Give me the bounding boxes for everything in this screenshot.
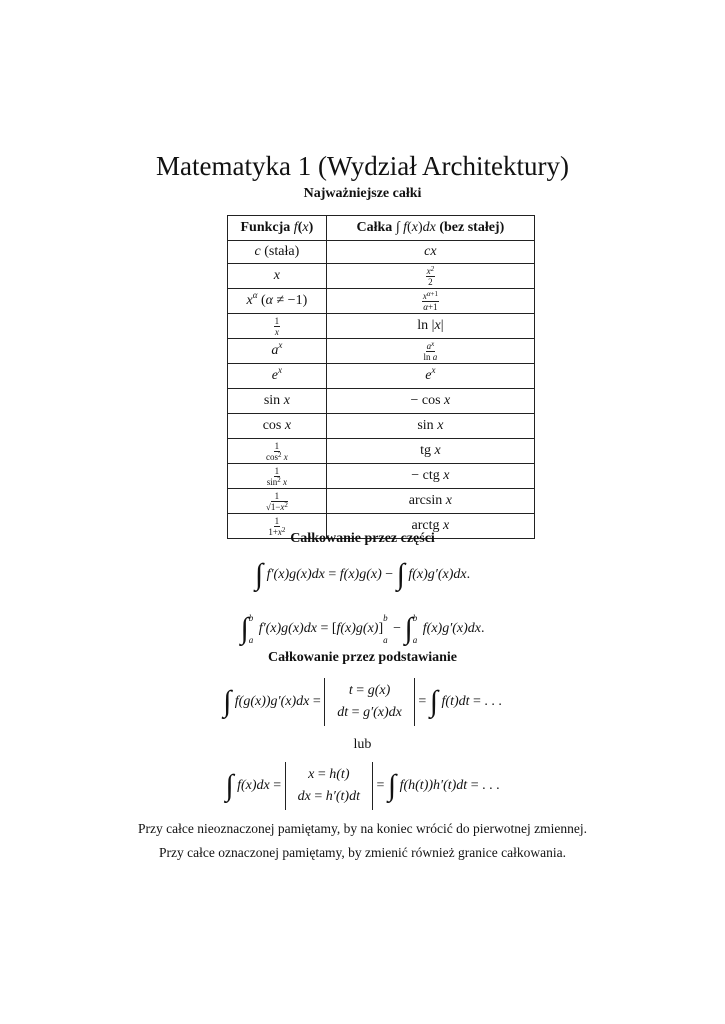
table-row bbox=[228, 289, 535, 314]
cell-integral: $\frac{x^{\alpha+1}}{\alpha+1}$ bbox=[326, 289, 534, 314]
table-row bbox=[228, 339, 535, 364]
header-function: Funkcja f(x) bbox=[228, 216, 327, 241]
cell-func: $\frac{1}{\cos^2 x}$ bbox=[228, 439, 327, 464]
cell-func: x bbox=[228, 264, 327, 289]
table-row bbox=[228, 389, 535, 414]
cell-integral: arctg x bbox=[326, 514, 534, 539]
cell-integral: $\frac{a^x}{\text{ln a}}$ bbox=[326, 339, 534, 364]
cell-integral: sin x bbox=[326, 414, 534, 439]
or-text: lub bbox=[353, 737, 372, 752]
cell-integral: − ctg x bbox=[326, 464, 534, 489]
table-row bbox=[228, 489, 535, 514]
cell-func: $\frac{1}{√1-x^2}$ bbox=[228, 489, 327, 514]
cell-func: sin x bbox=[228, 389, 327, 414]
cell-func: c (stała) bbox=[228, 241, 327, 264]
page-title: Matematyka 1 (Wydział Architektury) bbox=[156, 151, 569, 181]
formula-substitution-1: ∫ f(g(x))g′(x)dx = t = g(x) dt = g′(x)dx = ∫ f(t)dt = . . . bbox=[0, 678, 725, 726]
formula-parts-indefinite: ∫ f′(x)g(x)dx = f(x)g(x) − ∫ f(x)g′(x)dx. bbox=[254, 558, 471, 591]
cell-integral: arcsin x bbox=[326, 489, 534, 514]
cell-func: $\frac{1}{\sin^2 x}$ bbox=[228, 464, 327, 489]
cell-func: cos x bbox=[228, 414, 327, 439]
cell-integral: tg x bbox=[326, 439, 534, 464]
section-heading-substitution: Całkowanie przez podstawianie bbox=[268, 650, 457, 665]
cell-integral: $e^x$ bbox=[326, 364, 534, 389]
table-row bbox=[228, 464, 535, 489]
table-row bbox=[228, 439, 535, 464]
table-row bbox=[228, 241, 535, 264]
cell-func: $x^\alpha$ (α ≠ −1) bbox=[228, 289, 327, 314]
table-header-row bbox=[228, 216, 535, 241]
page-subtitle: Najważniejsze całki bbox=[303, 186, 422, 201]
cell-func: $a^x$ bbox=[228, 339, 327, 364]
note-definite: Przy całce oznaczonej pamiętamy, by zmienić również granice całkowania. bbox=[159, 845, 566, 860]
header-integral: Całka ∫ f(x)dx (bez stałej) bbox=[326, 216, 534, 241]
table-row bbox=[228, 414, 535, 439]
formula-parts-definite: ∫ b a f′(x)g(x)dx = [f(x)g(x)] b a − ∫ b a f(x)g′(x)dx. bbox=[240, 612, 485, 645]
note-indefinite: Przy całce nieoznaczonej pamiętamy, by na koniec wrócić do pierwotnej zmiennej. bbox=[138, 821, 587, 836]
cell-integral: cx bbox=[326, 241, 534, 264]
cell-integral: $\frac{x^2}{2}$ bbox=[326, 264, 534, 289]
cell-func: $\frac{1}{1+x^2}$ bbox=[228, 514, 327, 539]
table-row bbox=[228, 264, 535, 289]
table-row bbox=[228, 364, 535, 389]
section-heading-parts: Całkowanie przez części bbox=[290, 531, 435, 546]
formula-substitution-2: ∫ f(x)dx = x = h(t) dx = h′(t)dt = ∫ f(h(t))h′(t)dt = . . . bbox=[0, 762, 725, 810]
cell-func: $\frac{1}{x}$ bbox=[228, 314, 327, 339]
cell-integral: ln |x| bbox=[326, 314, 534, 339]
cell-integral: − cos x bbox=[326, 389, 534, 414]
table-row bbox=[228, 314, 535, 339]
integral-table bbox=[227, 215, 535, 539]
cell-func: $e^x$ bbox=[228, 364, 327, 389]
